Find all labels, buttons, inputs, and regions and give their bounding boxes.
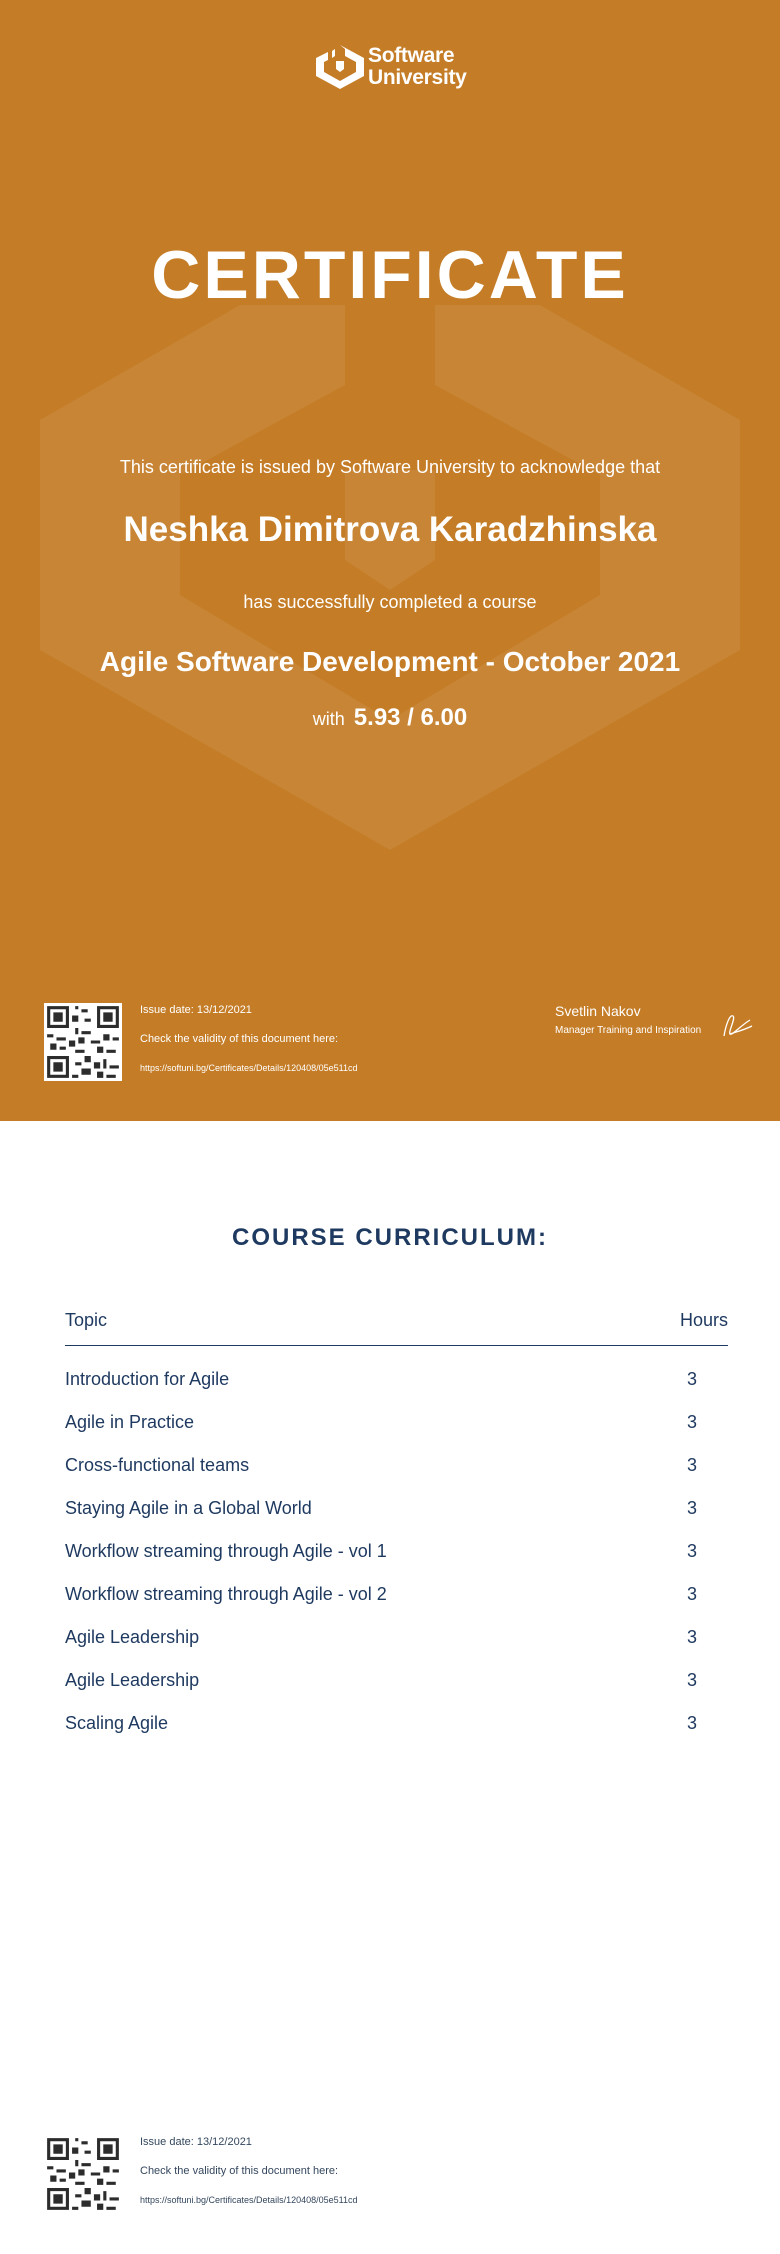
softuni-logo-icon [314,43,366,91]
signature-icon [718,1004,758,1044]
table-row [65,1584,728,1627]
table-row [65,1412,728,1455]
validity-link[interactable]: https://softuni.bg/Certificates/Details/120408/05e511cd [140,2195,358,2205]
row-hours: 3 [686,1670,697,1690]
grade-value: 5.93 / 6.00 [353,704,468,731]
row-topic: Staying Agile in a Global World [65,1498,312,1518]
row-hours: 3 [686,1455,697,1475]
validity-text: Check the validity of this document here: [140,1033,339,1045]
table-row [65,1369,728,1412]
certificate-intro: This certificate is issued by Software University to acknowledge that [119,457,661,477]
row-topic: Cross-functional teams [65,1455,250,1475]
validity-link[interactable]: https://softuni.bg/Certificates/Details/120408/05e511cd [140,1063,358,1073]
table-row [65,1713,728,1756]
row-topic: Introduction for Agile [65,1369,230,1389]
grade-prefix: with [312,709,345,729]
qr-code-icon [44,1003,122,1081]
row-hours: 3 [686,1541,697,1561]
row-hours: 3 [686,1412,697,1432]
column-topic: Topic [65,1310,108,1330]
row-hours: 3 [686,1498,697,1518]
row-hours: 3 [686,1713,697,1733]
row-hours: 3 [686,1584,697,1604]
table-row [65,1670,728,1713]
table-row [65,1627,728,1670]
issue-date: Issue date: 13/12/2021 [140,1004,252,1016]
validity-text: Check the validity of this document here: [140,2165,339,2177]
signer-block [555,1003,701,1036]
table-row [65,1541,728,1584]
column-hours: Hours [679,1310,728,1330]
brand-name-line1: Software [368,44,455,67]
qr-code-icon [44,2135,122,2213]
grade-row [0,704,780,732]
table-row [65,1498,728,1541]
row-hours: 3 [686,1627,697,1647]
row-topic: Workflow streaming through Agile - vol 2 [65,1584,387,1604]
document-meta [140,1003,357,1090]
certificate-title: CERTIFICATE [151,237,629,313]
curriculum-header [65,1310,728,1346]
course-name: Agile Software Development - October 2021 [99,646,681,677]
completed-text: has successfully completed a course [243,592,537,612]
signer-name: Svetlin Nakov [555,1003,641,1019]
curriculum-title: COURSE CURRICULUM: [232,1224,548,1251]
issue-date: Issue date: 13/12/2021 [140,2136,252,2148]
row-topic: Agile Leadership [65,1670,200,1690]
signer-role: Manager Training and Inspiration [555,1025,702,1036]
document-meta [140,2135,357,2222]
row-topic: Scaling Agile [65,1713,169,1733]
recipient-name: Neshka Dimitrova Karadzhinska [123,510,657,549]
row-topic: Agile in Practice [65,1412,195,1432]
row-topic: Workflow streaming through Agile - vol 1 [65,1541,387,1561]
brand-logo [314,42,467,92]
certificate-panel [0,0,780,1121]
row-topic: Agile Leadership [65,1627,200,1647]
brand-name-line2: University [368,66,467,89]
table-row [65,1455,728,1498]
row-hours: 3 [686,1369,697,1389]
brand-name [368,45,467,89]
watermark-logo-icon [40,290,740,870]
curriculum-table [65,1310,728,1756]
curriculum-rows [65,1369,728,1756]
